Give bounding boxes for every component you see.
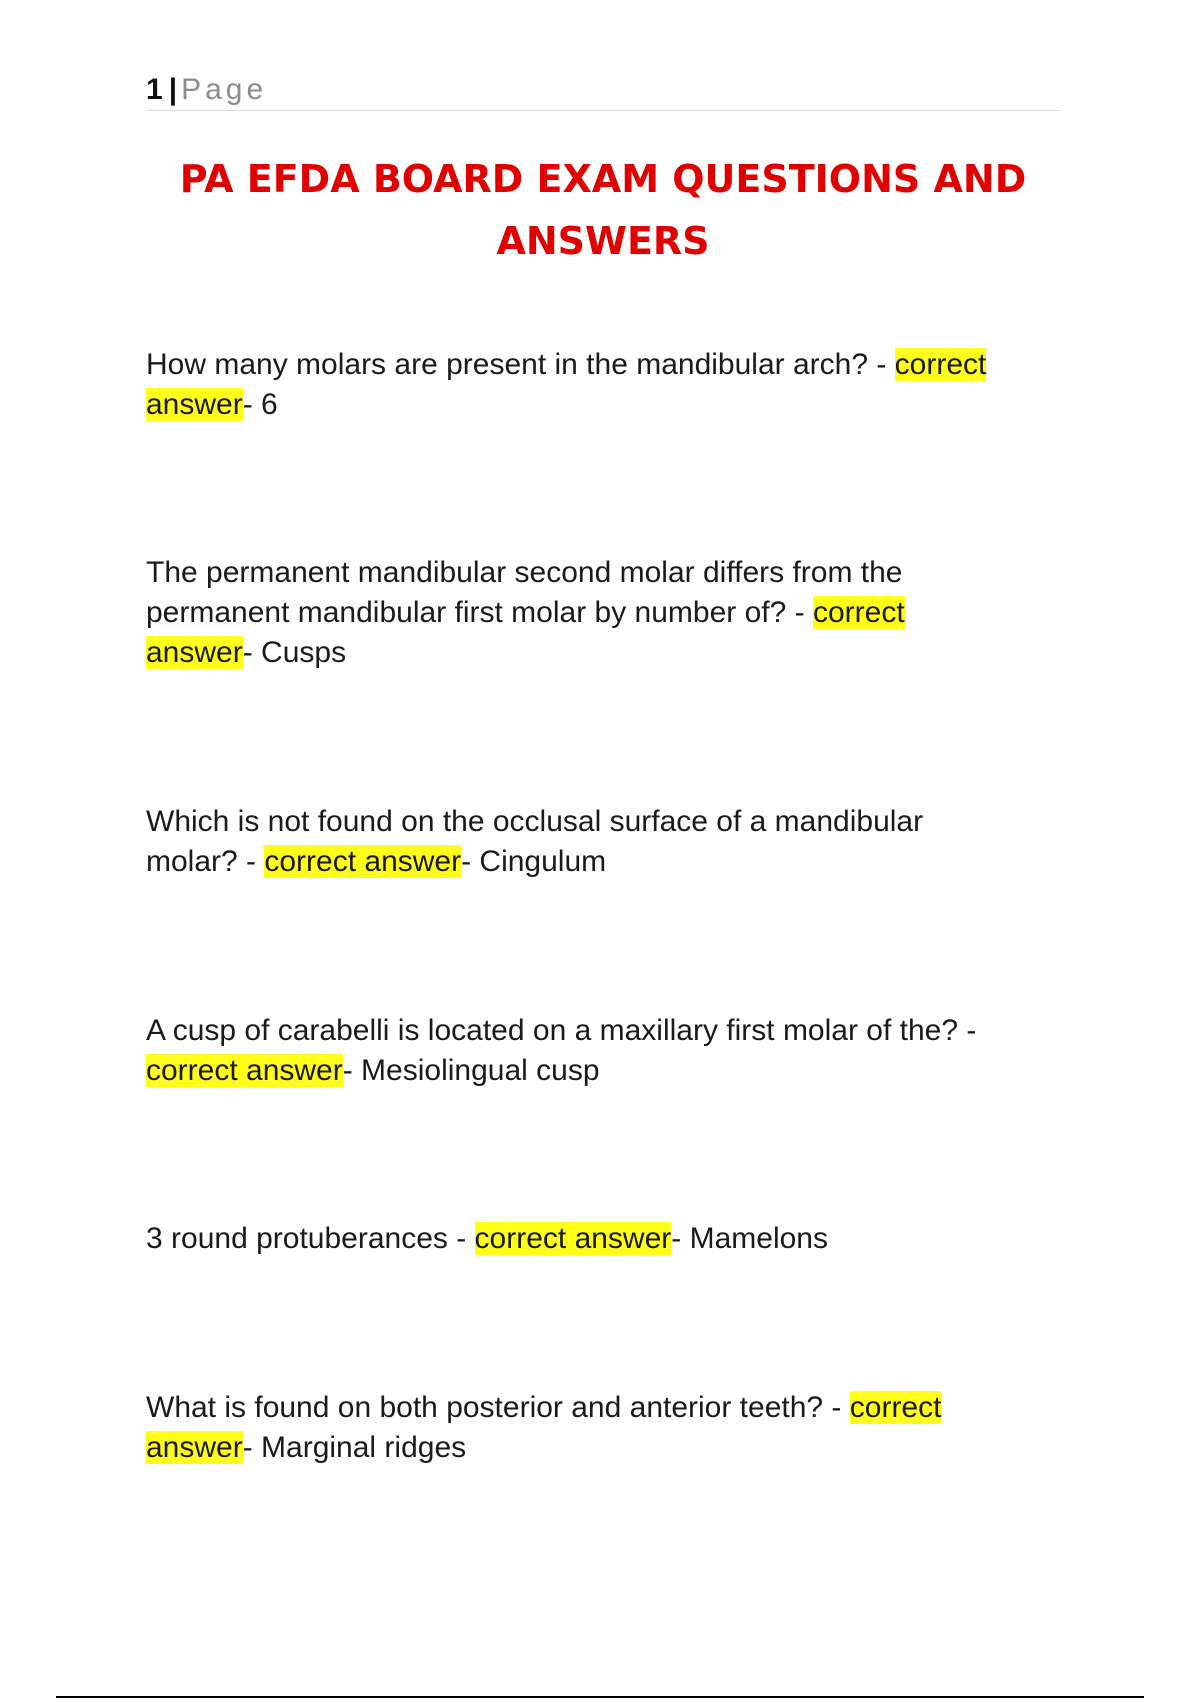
question-text: 3 round protuberances - — [146, 1222, 475, 1255]
question-text: A cusp of carabelli is located on a maxillary first molar of the? - — [146, 1014, 977, 1047]
page-separator: | — [168, 73, 178, 106]
correct-answer-highlight: answer — [146, 1431, 243, 1464]
qa-item-1 — [146, 345, 1066, 425]
correct-answer-highlight: answer — [146, 636, 243, 669]
question-text: Which is not found on the occlusal surface of a mandibular molar? - — [146, 805, 924, 878]
question-text: What is found on both posterior and anterior teeth? - — [146, 1391, 850, 1424]
correct-answer-highlight: correct answer — [474, 1222, 672, 1255]
qa-item-2 — [146, 553, 976, 673]
answer-text: - Cingulum — [461, 845, 607, 878]
answer-text: - Mamelons — [671, 1222, 828, 1255]
correct-answer-highlight: correct answer — [146, 1054, 343, 1087]
question-text: How many molars are present in the mandibular arch? - — [146, 348, 895, 381]
answer-text: - Cusps — [242, 636, 347, 669]
page-bottom-rule — [56, 1696, 1144, 1698]
answer-text: - Marginal ridges — [242, 1431, 467, 1464]
correct-answer-highlight: correct answer — [264, 845, 462, 878]
qa-item-5 — [146, 1219, 1066, 1259]
answer-text: - 6 — [242, 388, 278, 421]
page-header — [146, 70, 1060, 111]
correct-answer-highlight: correct — [812, 596, 905, 629]
answer-text: - Mesiolingual cusp — [342, 1054, 600, 1087]
question-text: The permanent mandibular second molar differs from the permanent mandibular first molar by number of? - — [146, 556, 903, 629]
correct-answer-highlight: correct — [894, 348, 987, 381]
document-title: PA EFDA BOARD EXAM QUESTIONS AND ANSWERS — [179, 157, 1027, 263]
correct-answer-highlight: correct — [849, 1391, 942, 1424]
correct-answer-highlight: answer — [146, 388, 243, 421]
page-number: 1 — [146, 73, 163, 106]
qa-item-4 — [146, 1011, 1066, 1091]
qa-item-6 — [146, 1388, 1066, 1468]
page-label: Page — [181, 73, 268, 106]
qa-item-3 — [146, 802, 1006, 882]
